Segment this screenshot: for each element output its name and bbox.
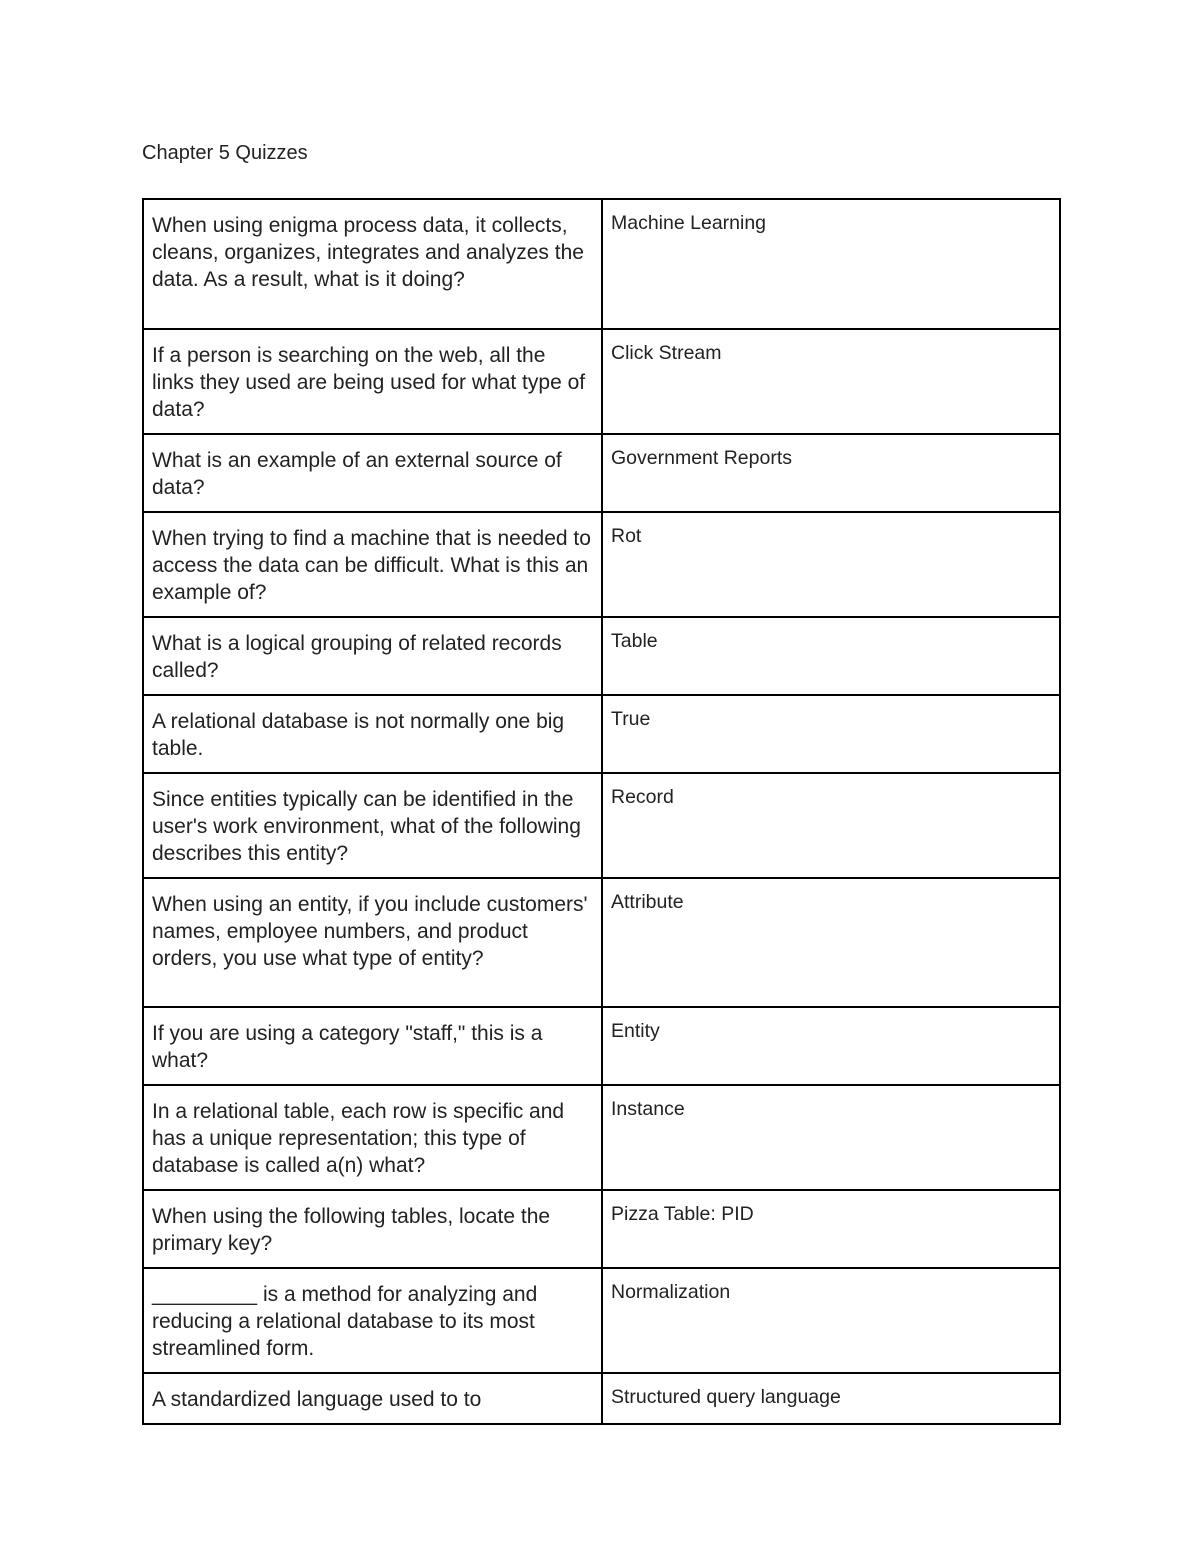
answer-cell: Machine Learning <box>602 199 1060 329</box>
table-row <box>143 1007 1060 1085</box>
table-row <box>143 878 1060 1007</box>
answer-cell: Record <box>602 773 1060 878</box>
table-row <box>143 434 1060 512</box>
question-cell: In a relational table, each row is specific and has a unique representation; this type of database is called a(n) what? <box>143 1085 602 1190</box>
answer-cell: Structured query language <box>602 1373 1060 1424</box>
answer-cell: Rot <box>602 512 1060 617</box>
table-row <box>143 617 1060 695</box>
question-cell: What is an example of an external source of data? <box>143 434 602 512</box>
question-cell: If a person is searching on the web, all the links they used are being used for what type of data? <box>143 329 602 434</box>
table-row <box>143 1373 1060 1424</box>
table-row <box>143 512 1060 617</box>
table-row <box>143 329 1060 434</box>
question-cell: If you are using a category "staff," this is a what? <box>143 1007 602 1085</box>
question-cell: A relational database is not normally one big table. <box>143 695 602 773</box>
question-cell: What is a logical grouping of related records called? <box>143 617 602 695</box>
answer-cell: True <box>602 695 1060 773</box>
table-row <box>143 695 1060 773</box>
question-cell: When using the following tables, locate the primary key? <box>143 1190 602 1268</box>
question-cell: When using enigma process data, it collects, cleans, organizes, integrates and analyzes the data. As a result, what is it doing? <box>143 199 602 329</box>
table-row <box>143 773 1060 878</box>
answer-cell: Normalization <box>602 1268 1060 1373</box>
answer-cell: Pizza Table: PID <box>602 1190 1060 1268</box>
table-row <box>143 1268 1060 1373</box>
quiz-table <box>142 198 1061 1425</box>
answer-cell: Attribute <box>602 878 1060 1007</box>
answer-cell: Table <box>602 617 1060 695</box>
answer-cell: Entity <box>602 1007 1060 1085</box>
table-row <box>143 199 1060 329</box>
answer-cell: Government Reports <box>602 434 1060 512</box>
answer-cell: Instance <box>602 1085 1060 1190</box>
question-cell: Since entities typically can be identified in the user's work environment, what of the following describes this entity? <box>143 773 602 878</box>
page-title: Chapter 5 Quizzes <box>142 142 308 164</box>
question-cell: When trying to find a machine that is needed to access the data can be difficult. What is this an example of? <box>143 512 602 617</box>
table-row <box>143 1085 1060 1190</box>
answer-cell: Click Stream <box>602 329 1060 434</box>
question-cell: _________ is a method for analyzing and reducing a relational database to its most streamlined form. <box>143 1268 602 1373</box>
question-cell: A standardized language used to to <box>143 1373 602 1424</box>
question-cell: When using an entity, if you include customers' names, employee numbers, and product orders, you use what type of entity? <box>143 878 602 1007</box>
table-row <box>143 1190 1060 1268</box>
